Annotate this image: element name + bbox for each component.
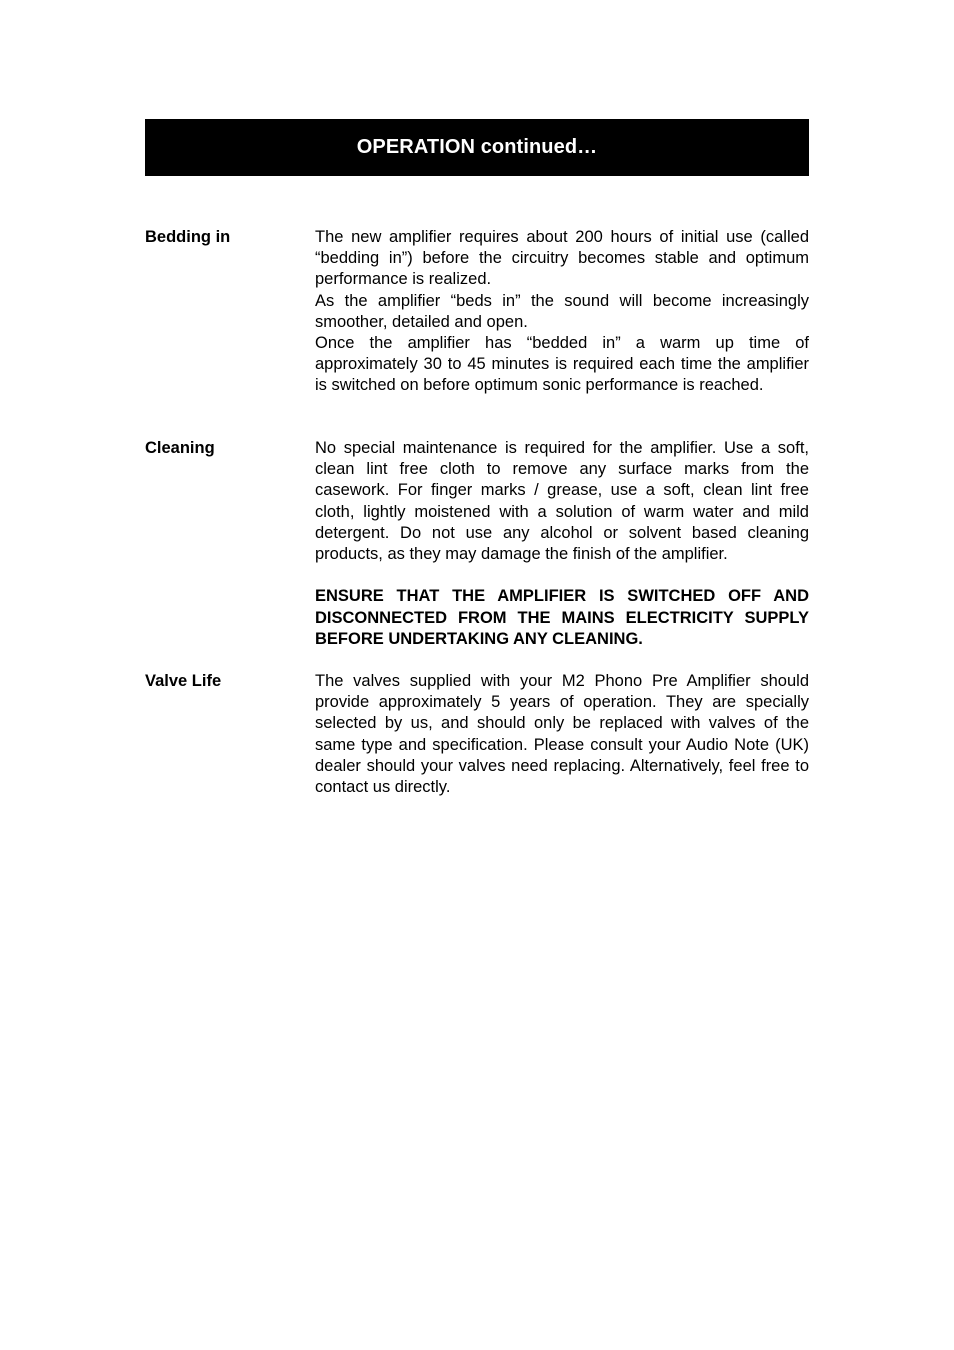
paragraph: The valves supplied with your M2 Phono Pre Amplifier should provide approximately 5 years of operation. They are specially selected by us, and should only be replaced with valves of the same type and specification. Please consult your Audio Note (UK) dealer should your valves need replacing. Alternatively, feel free to contact us directly. [315, 672, 809, 797]
section-body-cleaning [315, 438, 809, 650]
section-header-bar [145, 119, 809, 176]
section-label-valve-life: Valve Life [145, 672, 222, 690]
paragraph: No special maintenance is required for the amplifier. Use a soft, clean lint free cloth to remove any surface marks from the casework. For finger marks / grease, use a soft, clean lint free cloth, lightly moistened with a solution of warm water and mild detergent. Do not use any alcohol or solvent based cleaning products, as they may damage the finish of the amplifier. [315, 439, 809, 564]
section-label-bedding-in: Bedding in [145, 228, 231, 246]
section-label-cleaning: Cleaning [145, 439, 215, 457]
section-body-bedding-in [315, 227, 809, 397]
page-title: OPERATION continued… [356, 136, 598, 158]
paragraph: As the amplifier “beds in” the sound will become increasingly smoother, detailed and open. [315, 291, 809, 331]
section-body-valve-life [315, 671, 809, 798]
paragraph: Once the amplifier has “bedded in” a warm up time of approximately 30 to 45 minutes is required each time the amplifier is switched on before optimum sonic performance is reached. [315, 334, 809, 395]
paragraph: The new amplifier requires about 200 hours of initial use (called “bedding in”) before the circuitry becomes stable and optimum performance is realized. [315, 228, 809, 289]
cleaning-warning: ENSURE THAT THE AMPLIFIER IS SWITCHED OFF AND DISCONNECTED FROM THE MAINS ELECTRICITY SUPPLY BEFORE UNDERTAKING ANY CLEANING. [315, 587, 809, 648]
